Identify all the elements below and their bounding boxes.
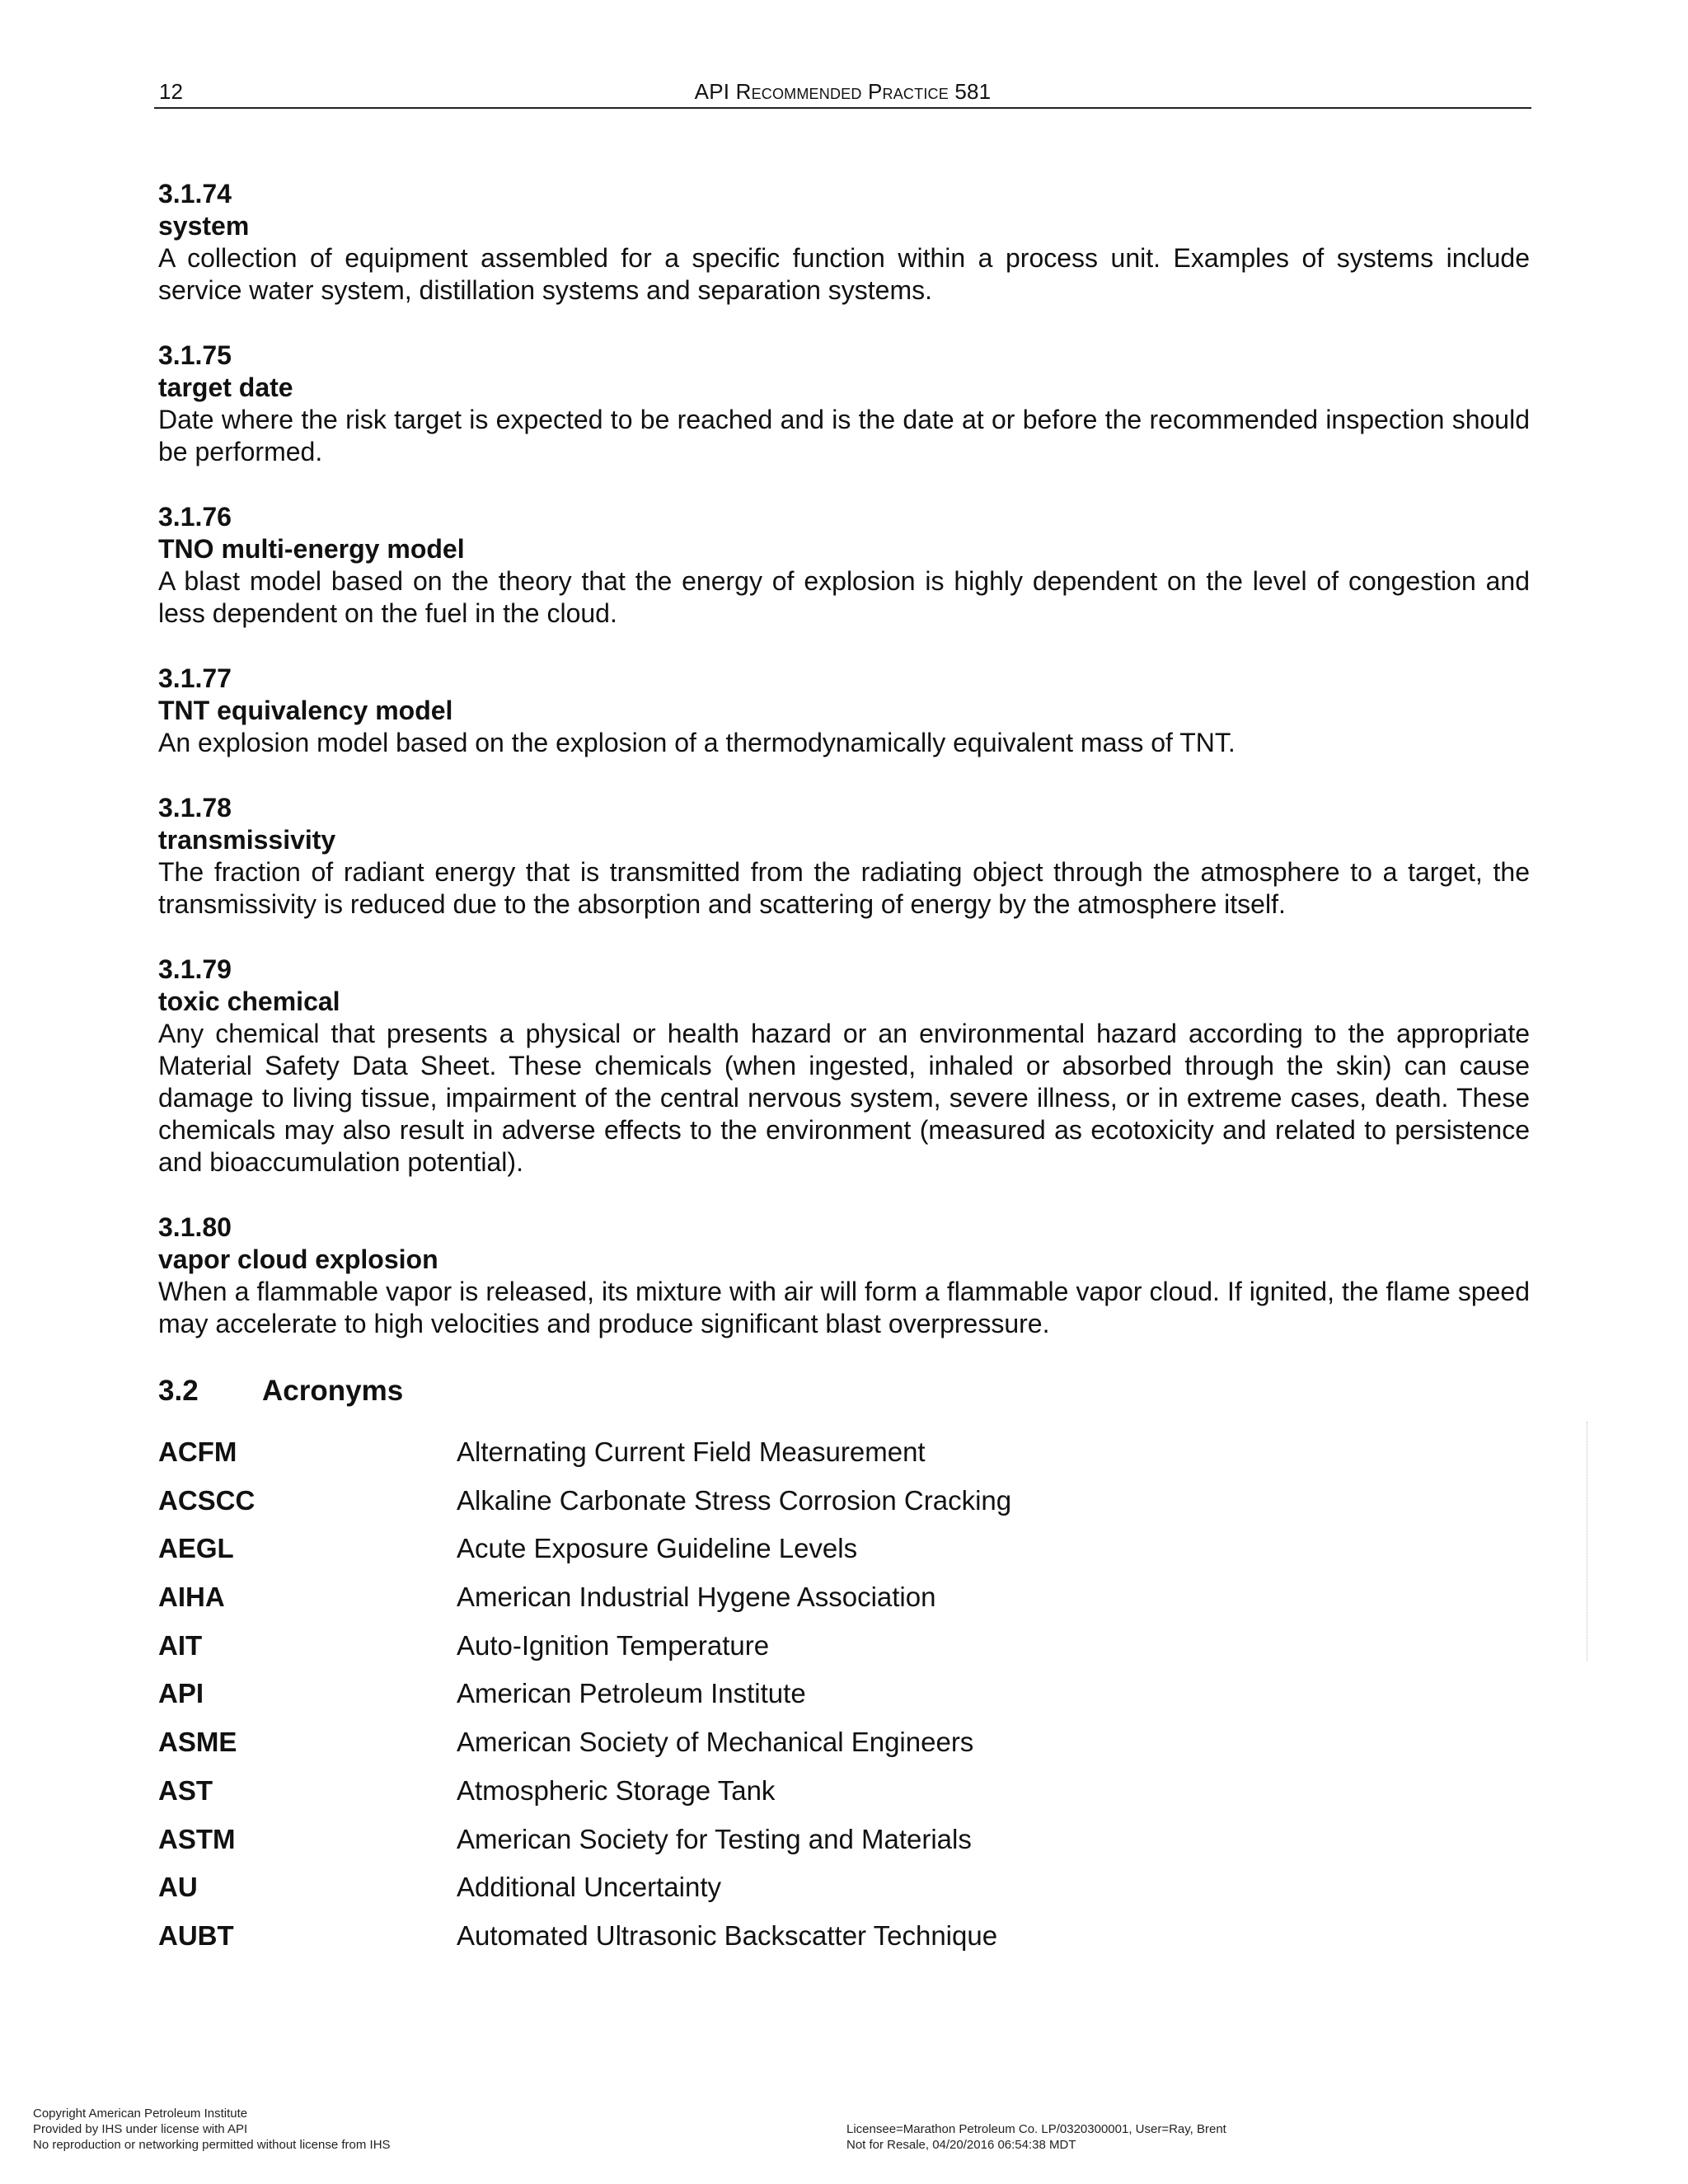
acronym-row [158, 1871, 1530, 1919]
acronym-row [158, 1484, 1530, 1533]
acronym-abbreviation: ASTM [158, 1823, 236, 1854]
definition-text: Date where the risk target is expected to be reached and is the date at or before the recommended inspection should be performed. [158, 405, 1530, 466]
definition-text: A blast model based on the theory that the energy of explosion is highly dependent on the level of congestion and less dependent on the fuel in the cloud. [158, 566, 1530, 628]
definition-term: TNO multi-energy model [158, 534, 465, 564]
page-header [154, 79, 1531, 109]
footer-line: No reproduction or networking permitted without license from IHS [33, 2138, 391, 2152]
acronym-row [158, 1919, 1530, 1968]
definition-text: A collection of equipment assembled for a specific function within a process unit. Examples of systems include service water system, distillation systems and separation systems. [158, 243, 1530, 305]
acronym-abbreviation: AIT [158, 1629, 203, 1661]
page-number: 12 [159, 79, 183, 104]
definition-number: 3.1.80 [158, 1212, 232, 1242]
acronym-expansion: Additional Uncertainty [457, 1872, 722, 1903]
definition-entry [158, 663, 1530, 759]
footer-license [846, 2121, 1226, 2153]
footer-copyright [33, 2106, 391, 2153]
acronym-abbreviation: API [158, 1678, 204, 1709]
acronym-abbreviation: AUBT [158, 1919, 234, 1951]
definition-text: An explosion model based on the explosion of a thermodynamically equivalent mass of TNT. [158, 728, 1236, 757]
acronym-abbreviation: AEGL [158, 1533, 234, 1564]
acronym-expansion: Automated Ultrasonic Backscatter Technique [457, 1919, 998, 1951]
running-title: API Recommended Practice 581 [694, 79, 992, 104]
acronym-row [158, 1823, 1530, 1872]
definition-entry [158, 954, 1530, 1179]
acronym-expansion: Alternating Current Field Measurement [457, 1436, 926, 1467]
acronym-expansion: Acute Exposure Guideline Levels [457, 1533, 858, 1564]
definition-term: system [158, 211, 250, 241]
definition-term: toxic chemical [158, 987, 340, 1016]
acronym-row [158, 1581, 1530, 1629]
acronym-row [158, 1436, 1530, 1484]
acronym-row [158, 1677, 1530, 1726]
acronym-row [158, 1532, 1530, 1581]
definition-entry [158, 501, 1530, 630]
acronym-row [158, 1774, 1530, 1823]
definition-entry [158, 1212, 1530, 1340]
acronym-expansion: Alkaline Carbonate Stress Corrosion Cracking [457, 1484, 1012, 1516]
acronym-abbreviation: ACFM [158, 1436, 237, 1467]
definition-text: When a flammable vapor is released, its mixture with air will form a flammable vapor cloud. If ignited, the flame speed may accelerate to high velocities and produce significant blast overpressure. [158, 1277, 1530, 1338]
acronym-expansion: Atmospheric Storage Tank [457, 1774, 776, 1806]
definition-text: Any chemical that presents a physical or health hazard or an environmental hazard according to the appropriate Material Safety Data Sheet. These chemicals (when ingested, inhaled or absorbed through the skin) can cause damage to living tissue, impairment of the central nervous system, severe illness, or in extreme cases, death. These chemicals may also result in adverse effects to the environment (measured as ecotoxicity and related to persistence and bioaccumulation potential). [158, 1019, 1530, 1177]
acronym-abbreviation: ACSCC [158, 1484, 256, 1516]
acronym-expansion: Auto-Ignition Temperature [457, 1629, 770, 1661]
acronym-abbreviation: AU [158, 1872, 198, 1903]
definition-text: The fraction of radiant energy that is transmitted from the radiating object through the atmosphere to a target, the transmissivity is reduced due to the absorption and scattering of energy by the atmosphere itself. [158, 857, 1530, 919]
definition-entry [158, 792, 1530, 921]
definition-number: 3.1.74 [158, 179, 232, 209]
acronym-expansion: American Industrial Hygene Association [457, 1582, 936, 1613]
page-content [158, 178, 1530, 1968]
acronym-abbreviation: AST [158, 1774, 213, 1806]
definition-number: 3.1.77 [158, 663, 232, 693]
acronym-abbreviation: ASME [158, 1727, 237, 1758]
footer-line: Not for Resale, 04/20/2016 06:54:38 MDT [846, 2138, 1076, 2152]
definition-term: TNT equivalency model [158, 696, 453, 725]
footer-line: Provided by IHS under license with API [33, 2122, 248, 2136]
acronym-expansion: American Society of Mechanical Engineers [457, 1727, 974, 1758]
definition-term: target date [158, 373, 293, 402]
definition-number: 3.1.76 [158, 502, 232, 532]
acronym-row [158, 1726, 1530, 1774]
definition-number: 3.1.78 [158, 793, 232, 823]
footer-line: Licensee=Marathon Petroleum Co. LP/0320300001, User=Ray, Brent [846, 2122, 1226, 2136]
definitions-list [158, 178, 1530, 1340]
definition-term: vapor cloud explosion [158, 1244, 438, 1274]
footer-line: Copyright American Petroleum Institute [33, 2107, 248, 2121]
definition-term: transmissivity [158, 825, 336, 855]
acronym-expansion: American Petroleum Institute [457, 1678, 806, 1709]
acronym-expansion: American Society for Testing and Materials [457, 1823, 972, 1854]
margin-marks [1587, 1422, 1591, 1661]
acronym-row [158, 1629, 1530, 1678]
definition-entry [158, 178, 1530, 307]
definition-number: 3.1.75 [158, 340, 232, 370]
section-number: 3.2 [158, 1375, 199, 1407]
definition-entry [158, 340, 1530, 468]
definition-number: 3.1.79 [158, 954, 232, 984]
acronyms-list [158, 1436, 1530, 1968]
section-title: Acronyms [262, 1375, 404, 1407]
section-heading-acronyms [158, 1373, 1530, 1409]
acronym-abbreviation: AIHA [158, 1582, 225, 1613]
